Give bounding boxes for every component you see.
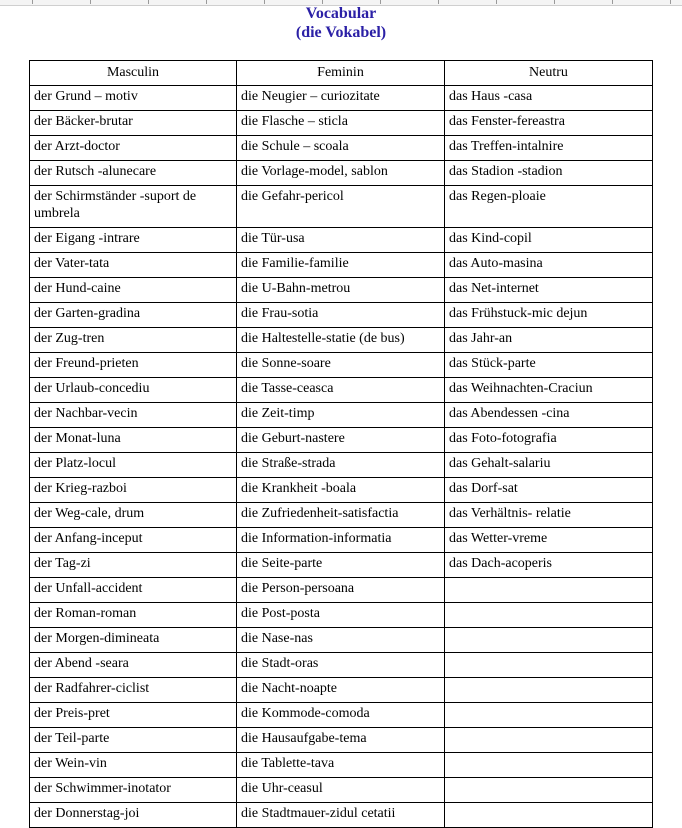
cell-masculin: der Wein-vin	[30, 753, 237, 778]
cell-masculin: der Garten-gradina	[30, 303, 237, 328]
cell-masculin: der Abend -seara	[30, 653, 237, 678]
cell-neutru: das Stadion -stadion	[445, 161, 653, 186]
title-line-1: Vocabular	[305, 5, 377, 22]
cell-masculin: der Roman-roman	[30, 603, 237, 628]
cell-neutru: das Verhältnis- relatie	[445, 503, 653, 528]
cell-masculin: der Grund – motiv	[30, 86, 237, 111]
table-row	[30, 86, 653, 111]
cell-feminin: die Hausaufgabe-tema	[237, 728, 445, 753]
header-row	[30, 61, 653, 86]
table-row	[30, 328, 653, 353]
cell-neutru	[445, 578, 653, 603]
cell-feminin: die Stadt-oras	[237, 653, 445, 678]
cell-feminin: die U-Bahn-metrou	[237, 278, 445, 303]
table-row	[30, 353, 653, 378]
table-row	[30, 303, 653, 328]
cell-feminin: die Tür-usa	[237, 228, 445, 253]
title-line-2: (die Vokabel)	[295, 24, 387, 41]
column-header-neutru: Neutru	[445, 61, 653, 86]
cell-feminin: die Tasse-ceasca	[237, 378, 445, 403]
cell-masculin: der Vater-tata	[30, 253, 237, 278]
cell-masculin: der Morgen-dimineata	[30, 628, 237, 653]
table-row	[30, 753, 653, 778]
cell-masculin: der Rutsch -alunecare	[30, 161, 237, 186]
cell-masculin: der Monat-luna	[30, 428, 237, 453]
cell-neutru: das Kind-copil	[445, 228, 653, 253]
table-row	[30, 628, 653, 653]
table-row	[30, 453, 653, 478]
cell-masculin: der Krieg-razboi	[30, 478, 237, 503]
table-row	[30, 728, 653, 753]
cell-masculin: der Hund-caine	[30, 278, 237, 303]
cell-feminin: die Schule – scoala	[237, 136, 445, 161]
cell-neutru: das Weihnachten-Craciun	[445, 378, 653, 403]
cell-feminin: die Nacht-noapte	[237, 678, 445, 703]
table-row	[30, 161, 653, 186]
cell-neutru	[445, 728, 653, 753]
cell-feminin: die Flasche – sticla	[237, 111, 445, 136]
cell-feminin: die Tablette-tava	[237, 753, 445, 778]
cell-masculin: der Zug-tren	[30, 328, 237, 353]
cell-neutru: das Stück-parte	[445, 353, 653, 378]
cell-neutru	[445, 753, 653, 778]
cell-feminin: die Seite-parte	[237, 553, 445, 578]
vocabulary-table-body	[30, 86, 653, 828]
table-row	[30, 553, 653, 578]
cell-neutru: das Jahr-an	[445, 328, 653, 353]
table-row	[30, 403, 653, 428]
cell-masculin: der Schirmständer -suport de umbrela	[30, 186, 237, 228]
table-row	[30, 678, 653, 703]
cell-masculin: der Unfall-accident	[30, 578, 237, 603]
cell-masculin: der Eigang -intrare	[30, 228, 237, 253]
cell-masculin: der Arzt-doctor	[30, 136, 237, 161]
cell-masculin: der Preis-pret	[30, 703, 237, 728]
cell-neutru: das Net-internet	[445, 278, 653, 303]
cell-feminin: die Geburt-nastere	[237, 428, 445, 453]
cell-feminin: die Person-persoana	[237, 578, 445, 603]
cell-feminin: die Post-posta	[237, 603, 445, 628]
cell-masculin: der Anfang-inceput	[30, 528, 237, 553]
column-header-masculin: Masculin	[30, 61, 237, 86]
table-row	[30, 253, 653, 278]
table-row	[30, 378, 653, 403]
cell-masculin: der Donnerstag-joi	[30, 803, 237, 828]
cell-feminin: die Stadtmauer-zidul cetatii	[237, 803, 445, 828]
table-row	[30, 111, 653, 136]
table-row	[30, 703, 653, 728]
cell-feminin: die Uhr-ceasul	[237, 778, 445, 803]
cell-neutru	[445, 803, 653, 828]
cell-neutru	[445, 603, 653, 628]
cell-masculin: der Bäcker-brutar	[30, 111, 237, 136]
document-title	[0, 4, 682, 42]
cell-masculin: der Nachbar-vecin	[30, 403, 237, 428]
table-row	[30, 603, 653, 628]
cell-feminin: die Gefahr-pericol	[237, 186, 445, 228]
cell-neutru: das Fenster-fereastra	[445, 111, 653, 136]
table-row	[30, 528, 653, 553]
cell-neutru: das Auto-masina	[445, 253, 653, 278]
cell-feminin: die Vorlage-model, sablon	[237, 161, 445, 186]
cell-neutru: das Dorf-sat	[445, 478, 653, 503]
cell-masculin: der Teil-parte	[30, 728, 237, 753]
cell-feminin: die Krankheit -boala	[237, 478, 445, 503]
table-row	[30, 428, 653, 453]
cell-neutru: das Foto-fotografia	[445, 428, 653, 453]
vocabulary-table	[29, 60, 653, 828]
cell-neutru: das Abendessen -cina	[445, 403, 653, 428]
cell-feminin: die Information-informatia	[237, 528, 445, 553]
cell-masculin: der Urlaub-concediu	[30, 378, 237, 403]
cell-neutru: das Haus -casa	[445, 86, 653, 111]
cell-neutru: das Regen-ploaie	[445, 186, 653, 228]
cell-neutru	[445, 778, 653, 803]
cell-neutru: das Treffen-intalnire	[445, 136, 653, 161]
table-row	[30, 278, 653, 303]
cell-neutru: das Gehalt-salariu	[445, 453, 653, 478]
cell-neutru: das Wetter-vreme	[445, 528, 653, 553]
cell-feminin: die Haltestelle-statie (de bus)	[237, 328, 445, 353]
cell-masculin: der Weg-cale, drum	[30, 503, 237, 528]
table-row	[30, 186, 653, 228]
cell-feminin: die Kommode-comoda	[237, 703, 445, 728]
cell-neutru	[445, 653, 653, 678]
cell-neutru	[445, 678, 653, 703]
table-row	[30, 136, 653, 161]
column-header-feminin: Feminin	[237, 61, 445, 86]
cell-masculin: der Schwimmer-inotator	[30, 778, 237, 803]
cell-neutru: das Frühstuck-mic dejun	[445, 303, 653, 328]
table-row	[30, 778, 653, 803]
table-row	[30, 653, 653, 678]
table-row	[30, 478, 653, 503]
cell-masculin: der Freund-prieten	[30, 353, 237, 378]
cell-feminin: die Familie-familie	[237, 253, 445, 278]
cell-neutru	[445, 703, 653, 728]
cell-masculin: der Tag-zi	[30, 553, 237, 578]
cell-neutru: das Dach-acoperis	[445, 553, 653, 578]
cell-feminin: die Straße-strada	[237, 453, 445, 478]
cell-neutru	[445, 628, 653, 653]
table-row	[30, 578, 653, 603]
cell-feminin: die Nase-nas	[237, 628, 445, 653]
cell-feminin: die Zufriedenheit-satisfactia	[237, 503, 445, 528]
cell-feminin: die Zeit-timp	[237, 403, 445, 428]
table-row	[30, 803, 653, 828]
table-row	[30, 228, 653, 253]
cell-feminin: die Sonne-soare	[237, 353, 445, 378]
cell-feminin: die Neugier – curiozitate	[237, 86, 445, 111]
cell-masculin: der Radfahrer-ciclist	[30, 678, 237, 703]
table-row	[30, 503, 653, 528]
cell-masculin: der Platz-locul	[30, 453, 237, 478]
cell-feminin: die Frau-sotia	[237, 303, 445, 328]
